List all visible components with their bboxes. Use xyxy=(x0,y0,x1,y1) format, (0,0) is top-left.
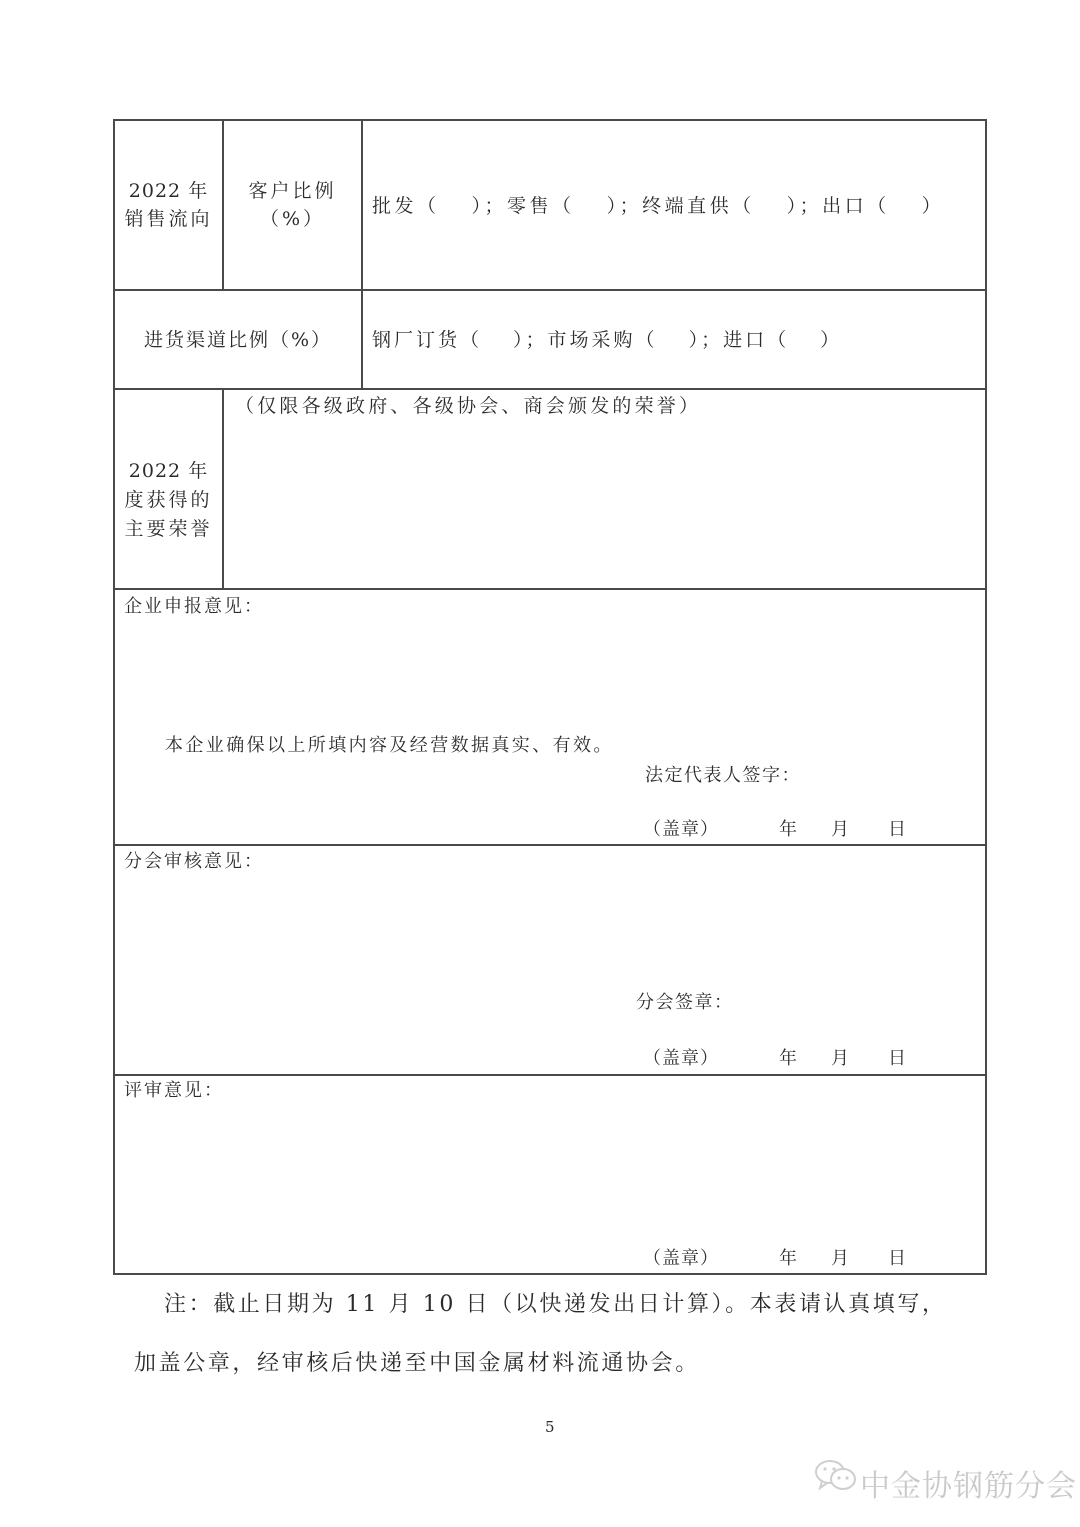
page-number: 5 xyxy=(545,1418,555,1436)
row-divider-2 xyxy=(113,388,987,390)
wechat-icon xyxy=(814,1458,858,1494)
note-line-1: 注：截止日期为 11 月 10 日（以快递发出日计算）。本表请认真填写， xyxy=(164,1292,947,1317)
table-border-right xyxy=(985,119,987,1275)
branch-date-year: 年 xyxy=(779,1048,800,1069)
enterprise-opinion-title: 企业申报意见： xyxy=(124,596,264,617)
branch-opinion-input-area[interactable] xyxy=(115,880,985,980)
sales-flow-label-line2: 销售流向 xyxy=(124,208,213,230)
branch-seal-label: （盖章） xyxy=(643,1048,719,1069)
honors-input-area[interactable] xyxy=(224,425,985,588)
enterprise-date-year: 年 xyxy=(779,819,800,840)
enterprise-seal-label: （盖章） xyxy=(643,819,719,840)
enterprise-statement: 本企业确保以上所填内容及经营数据真实、有效。 xyxy=(165,735,614,756)
watermark-text: 中金协钢筋分会 xyxy=(860,1469,1077,1504)
branch-date-month: 月 xyxy=(831,1048,852,1069)
honors-hint: （仅限各级政府、各级协会、商会颁发的荣誉） xyxy=(235,395,702,417)
legal-rep-signature-field[interactable] xyxy=(810,760,980,790)
review-date-month: 月 xyxy=(831,1248,852,1269)
honors-label-line2: 度获得的 xyxy=(124,488,213,511)
enterprise-opinion-input-area[interactable] xyxy=(115,625,985,725)
row-divider-5 xyxy=(113,1074,987,1076)
enterprise-date-day: 日 xyxy=(888,819,909,840)
branch-signature-label: 分会签章： xyxy=(636,992,734,1013)
enterprise-date-month: 月 xyxy=(831,819,852,840)
sales-flow-label xyxy=(115,121,222,289)
review-seal-label: （盖章） xyxy=(643,1248,719,1269)
branch-date-day: 日 xyxy=(888,1048,909,1069)
table-border-bottom xyxy=(113,1273,987,1275)
honors-label-line1: 2022 年 xyxy=(128,459,209,482)
sales-flow-ratio-field[interactable]: 批发（ ）；零售（ ）；终端直供（ ）；出口（ ） xyxy=(372,195,945,217)
purchase-channel-ratio-field[interactable]: 钢厂订货（ ）；市场采购（ ）；进口（ ） xyxy=(372,329,843,351)
review-date-year: 年 xyxy=(779,1248,800,1269)
row-divider-4 xyxy=(113,844,987,846)
branch-opinion-title: 分会审核意见： xyxy=(124,851,264,872)
sales-flow-label-line1: 2022 年 xyxy=(128,180,209,202)
col-divider-sales-content xyxy=(361,119,363,389)
review-opinion-input-area[interactable] xyxy=(115,1110,985,1230)
review-opinion-title: 评审意见： xyxy=(124,1080,224,1101)
honors-label xyxy=(115,390,222,588)
row-divider-3 xyxy=(113,588,987,590)
honors-label-line3: 主要荣誉 xyxy=(124,517,213,540)
review-date-day: 日 xyxy=(888,1248,909,1269)
customer-ratio-label-line1: 客户比例 xyxy=(248,180,337,202)
purchase-channel-label: 进货渠道比例（%） xyxy=(143,328,333,351)
note-line-2: 加盖公章，经审核后快递至中国金属材料流通协会。 xyxy=(134,1351,700,1376)
customer-ratio-label-line2: （%） xyxy=(259,208,326,230)
customer-ratio-label xyxy=(224,121,361,289)
legal-rep-signature-label: 法定代表人签字： xyxy=(645,765,801,786)
